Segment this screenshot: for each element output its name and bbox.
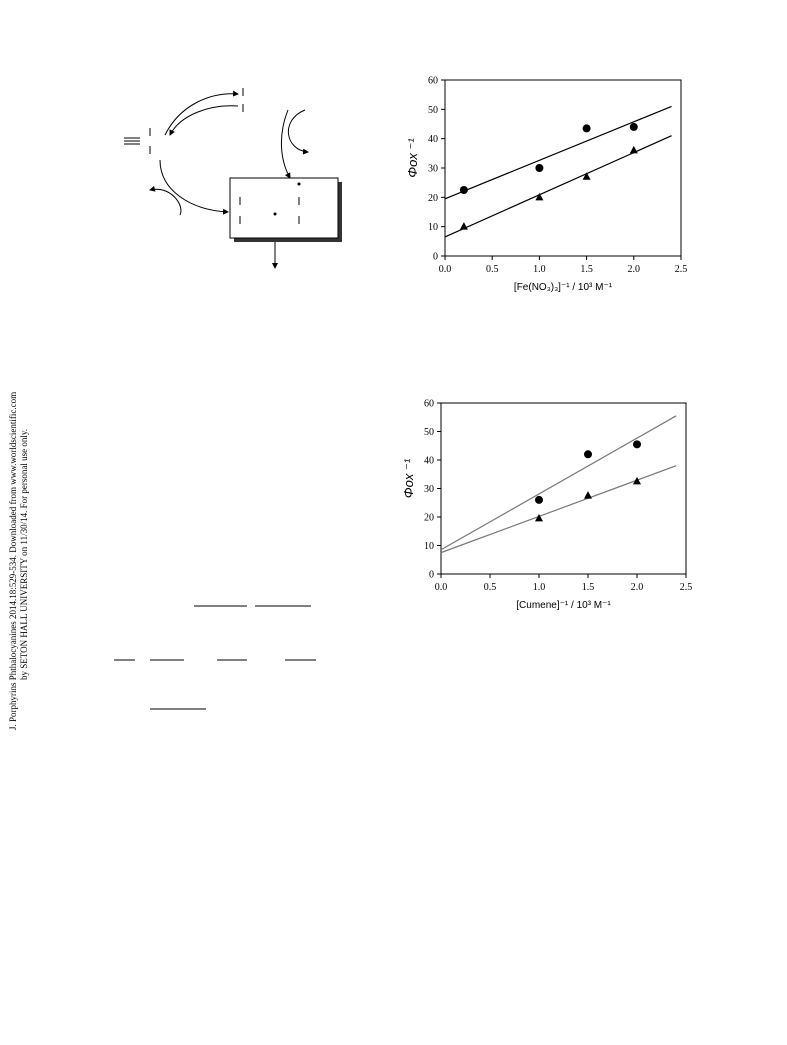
fit-line-series-1 — [445, 106, 672, 198]
x-tick-label: 1.0 — [533, 264, 546, 275]
x-tick-label: 1.5 — [581, 582, 595, 593]
y-axis-label: Φox ⁻¹ — [405, 138, 420, 178]
y-tick-label: 30 — [428, 163, 438, 175]
x-tick-label: 0.5 — [485, 264, 499, 275]
data-point-circle — [535, 496, 543, 504]
reaction-scheme — [110, 80, 350, 280]
y-tick-label: 0 — [429, 569, 434, 581]
cumene-chart — [395, 395, 705, 625]
data-point-circle — [535, 164, 543, 172]
x-tick-label: 1.5 — [580, 264, 593, 275]
fit-line-series-2 — [441, 466, 676, 553]
download-note-line2: by SETON HALL UNIVERSITY on 11/30/14. For personal use only. — [19, 429, 29, 680]
y-axis-label: Φox ⁻¹ — [401, 458, 416, 499]
x-tick-label: 0.5 — [483, 582, 497, 593]
y-tick-label: 0 — [433, 251, 438, 263]
data-point-circle — [630, 123, 638, 131]
triple-bond-mark — [124, 138, 140, 144]
y-tick-label: 60 — [428, 75, 438, 87]
y-tick-label: 10 — [428, 222, 438, 234]
data-point-circle — [633, 440, 641, 448]
fit-line-series-2 — [445, 136, 672, 237]
x-tick-label: 0.0 — [434, 582, 448, 593]
y-tick-label: 40 — [428, 134, 438, 146]
fe-nitrate-chart — [395, 70, 705, 315]
y-tick-label: 20 — [424, 512, 434, 524]
y-tick-label: 30 — [424, 484, 434, 495]
plot-frame — [445, 80, 681, 256]
y-tick-label: 60 — [424, 398, 434, 410]
data-point-circle — [460, 186, 468, 194]
y-tick-label: 20 — [428, 192, 438, 204]
y-tick-label: 50 — [428, 104, 438, 116]
x-tick-label: 2.5 — [674, 264, 688, 275]
y-tick-label: 40 — [424, 455, 434, 467]
fit-line-series-1 — [441, 416, 676, 550]
data-point-triangle — [584, 491, 592, 499]
y-tick-label: 10 — [424, 541, 434, 552]
data-point-circle — [583, 124, 591, 132]
x-axis-label: [Fe(NO₃)₃]⁻¹ / 10³ M⁻¹ — [513, 282, 613, 293]
x-tick-label: 2.0 — [627, 264, 641, 275]
plot-frame — [441, 403, 686, 574]
y-tick-label: 50 — [424, 427, 434, 438]
x-tick-label: 0.0 — [438, 264, 452, 275]
data-point-circle — [584, 450, 592, 458]
equation-fraction-bars — [110, 595, 330, 725]
download-note — [2, 300, 32, 730]
data-point-triangle — [460, 222, 468, 230]
x-tick-label: 2.5 — [679, 582, 693, 593]
x-axis-label: [Cumene]⁻¹ / 10³ M⁻¹ — [516, 600, 611, 611]
x-tick-label: 1.0 — [532, 582, 546, 593]
data-point-triangle — [630, 146, 638, 154]
data-point-triangle — [583, 172, 591, 180]
x-tick-label: 2.0 — [630, 582, 644, 593]
download-note-line1: J. Porphyrins Phthalocyanines 2014.18:529-534. Downloaded from www.worldscientific.com — [8, 391, 18, 730]
bond-dashes — [150, 88, 243, 154]
intermediate-box — [230, 178, 342, 242]
